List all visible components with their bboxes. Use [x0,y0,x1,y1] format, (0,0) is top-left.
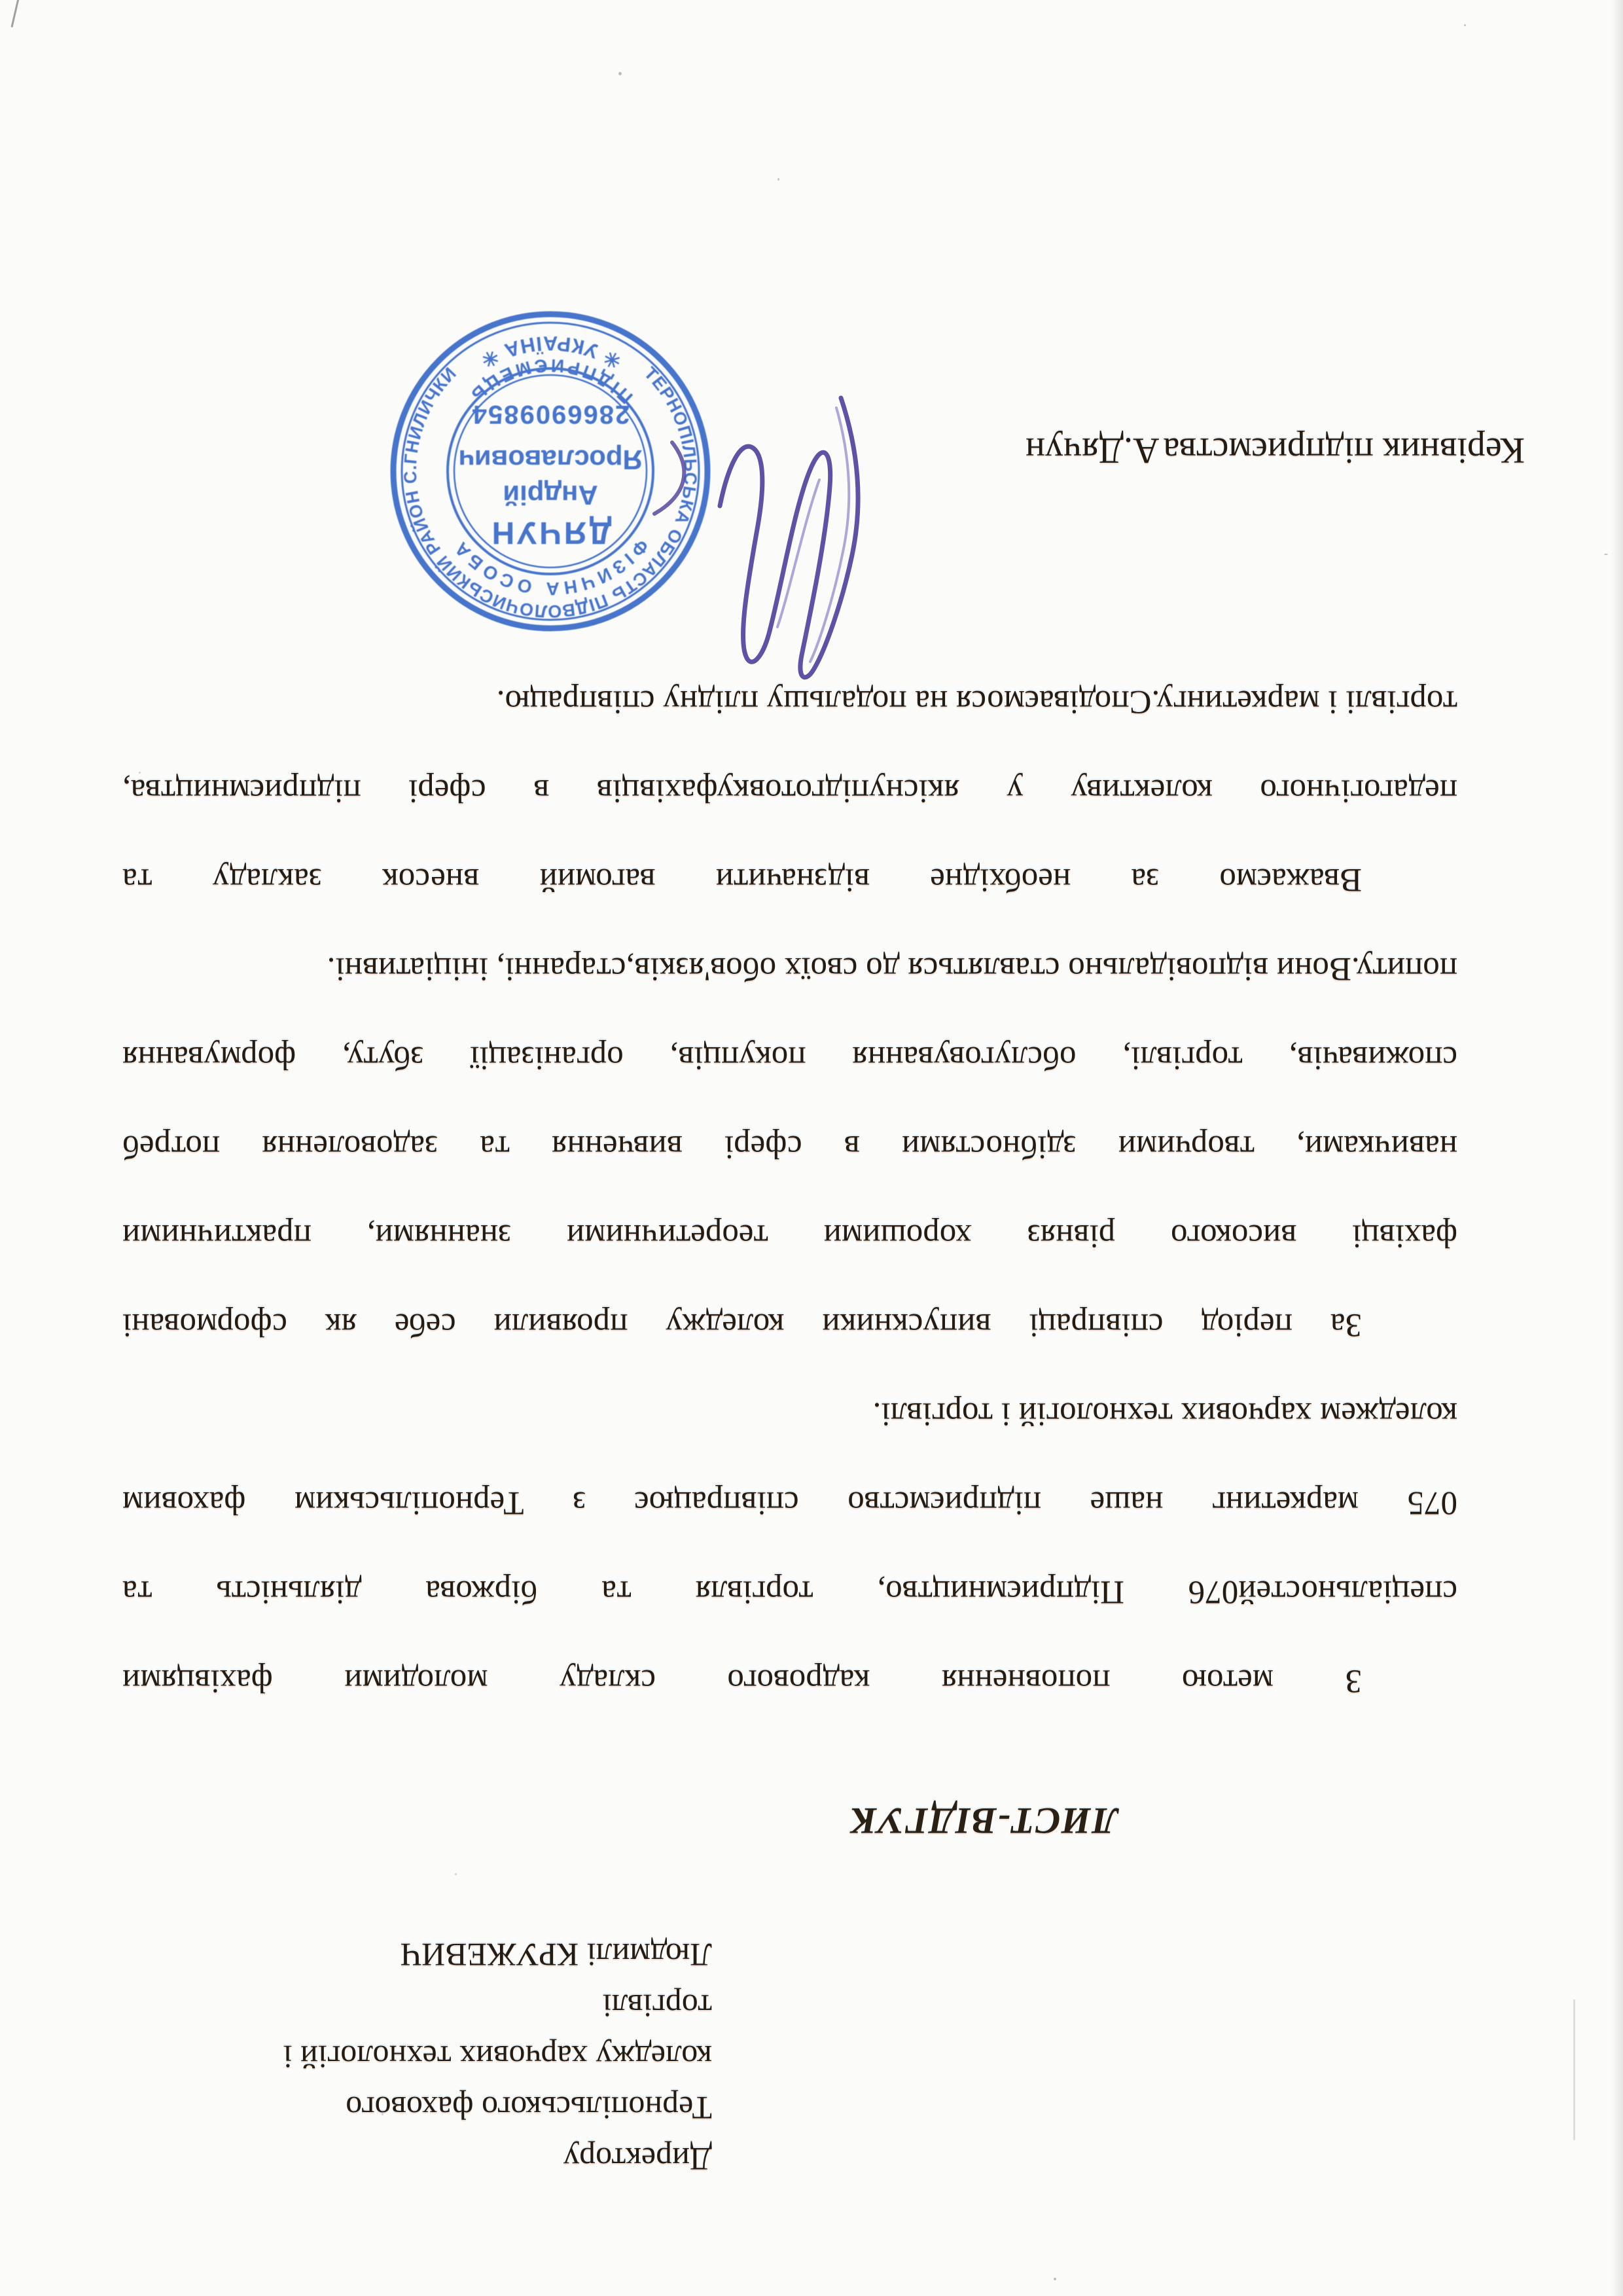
body-line: З метою поповнення кадрового складу молодими фахівцями [122,1662,1362,1699]
body-line: торгівлі і маркетингу.Сподіваємося на подальшу плідну співпрацю. [496,683,1457,720]
body-line: попиту.Вони відповідально ставляться до своїх обов'язків,старанні, ініціативні. [327,950,1457,987]
letter-title: ЛИСТ-ВІДГУК [849,1800,1118,1841]
recipient-line: Директору [563,2141,712,2178]
body-line: Вважаємо за необхідне відзначити вагомий внесок закладу та [122,861,1362,898]
recipient-line: коледжу харчових технологій і [283,2039,712,2075]
stamp-ring-top-text: ТЕРНОПІЛЬСЬКА ОБЛАСТЬ ПІДВОЛОЧИСЬКИЙ РАЙОН С.ГНИЛИЧКИ [400,363,701,622]
body-line: фахівці високого рівняз хорошими теоретичними знаннями, практичними [122,1217,1457,1254]
signature-line [1026,429,1525,471]
letter-body [122,657,1457,1725]
paragraph [122,657,1457,924]
stamp-person-surname: ДЯЧУН [489,515,612,550]
paragraph [122,1369,1457,1725]
signatory-role: Керівник підприємства [1163,430,1525,471]
body-line: педагогічного колективу у якіснупідготовкуфахівців в сфері підприємництва, [122,772,1457,809]
stamp-person-firstname: Андрій [503,480,598,511]
signatory-name: А.Дячун [1025,430,1160,471]
stamp-taxpayer-number: 2866909854 [471,400,630,429]
recipient-line: торгівлі [602,1988,712,2024]
body-line: 075 маркетинг наше підприємство співпрацює з Тернопільським фаховим [122,1484,1457,1521]
signature-flourish-tail [646,437,708,519]
paragraph [122,924,1457,1369]
recipient-line: Тернопільського фахового [346,2090,712,2126]
body-line: коледжем харчових технологій і торгівлі. [872,1395,1457,1432]
body-line: спеціальностей076 Підприємництво, торгівля та біржова діяльність та [122,1573,1457,1610]
recipient-block [71,1929,712,2185]
body-line: навичками, творчими здібностями в сфері вивчення та задоволення потреб [122,1128,1457,1165]
body-line: споживачів, торгівлі, обслуговування покупців, організації збуту, формування [122,1039,1457,1076]
stamp-inner-bottom-text: ПІДПРИЄМЕЦЬ [464,355,637,408]
stamp-inner-top-text: ФІЗИЧНА ОСОБА [448,535,653,600]
stamp-ring-bottom-text: ✳ УКРАЇНА ✳ [475,332,626,374]
recipient-line: Людмилі КРУЖЕВИЧ [400,1937,712,1973]
body-line: За період співпраці випускники коледжу проявили себе як сформовані [122,1306,1362,1343]
stamp-person-patronymic: Ярославович [458,444,643,475]
